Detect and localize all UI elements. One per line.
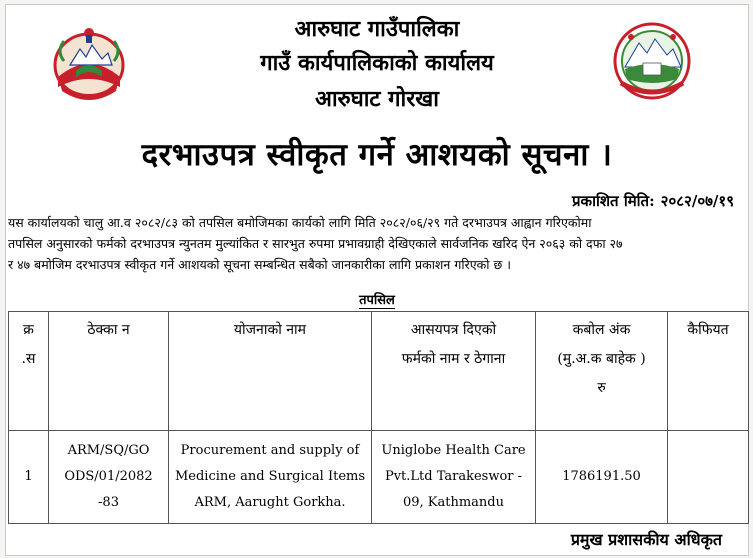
- notice-body-line: र ४७ बमोजिम दरभाउपत्र स्वीकृत गर्ने आशयको सूचना सम्बन्धित सबैको जानकारीका लागि प्रकाशन गरिएको छ ।: [8, 257, 511, 272]
- cell-project-name: Procurement and supply of Medicine and Surgical Items ARM, Aarught Gorkha.: [169, 431, 372, 524]
- notice-title: दरभाउपत्र स्वीकृत गर्ने आशयको सूचना ।: [141, 137, 613, 173]
- header-contract-number: ठेक्का न: [49, 312, 169, 431]
- award-table: [8, 311, 749, 524]
- office-location: आरुघाट गोरखा: [315, 86, 439, 112]
- publication-date: [572, 191, 734, 211]
- municipality-name: आरुघाट गाउँपालिका: [294, 16, 460, 42]
- notice-page: [5, 4, 749, 556]
- cell-contract-number: ARM/SQ/GO ODS/01/2082 -83: [49, 431, 169, 524]
- office-name: गाउँ कार्यपालिकाको कार्यालय: [260, 50, 494, 76]
- signatory-title: प्रमुख प्रशासकीय अधिकृत: [570, 530, 722, 549]
- publication-date-label: प्रकाशित मिति:: [572, 192, 655, 210]
- details-heading-text: तपसिल: [359, 293, 395, 308]
- cell-serial-number: 1: [9, 431, 49, 524]
- header-bid-amount: कबोल अंक (मु.अ.क बाहेक ) रु: [536, 312, 668, 431]
- header-serial-number: क्र .स: [9, 312, 49, 431]
- table-row: [9, 431, 749, 524]
- cell-remarks: [668, 431, 749, 524]
- details-heading: [6, 290, 748, 308]
- header-firm-name-address: आसयपत्र दिएको फर्मको नाम र ठेगाना: [372, 312, 536, 431]
- cell-bid-amount: 1786191.50: [536, 431, 668, 524]
- header-project-name: योजनाको नाम: [169, 312, 372, 431]
- header-remarks: कैफियत: [668, 312, 749, 431]
- publication-date-value: २०८२/०७/१९: [660, 192, 734, 210]
- notice-body: [8, 212, 746, 275]
- cell-firm-name-address: Uniglobe Health Care Pvt.Ltd Tarakeswor - 09, Kathmandu: [372, 431, 536, 524]
- notice-body-line: यस कार्यालयको चालु आ.व २०८२/८३ को तपसिल बमोजिमका कार्यको लागि मिति २०८२/०६/२९ गते दरभाउपत्र आह्वान गरिएकोमा: [8, 215, 592, 230]
- notice-body-line: तपसिल अनुसारको फर्मको दरभाउपत्र न्युनतम मुल्यांकित र सारभुत रुपमा प्रभावग्राही देखिएकाले सार्वजनिक खरिद ऐन २०६३ को दफा २७: [8, 236, 623, 251]
- table-header-row: [9, 312, 749, 431]
